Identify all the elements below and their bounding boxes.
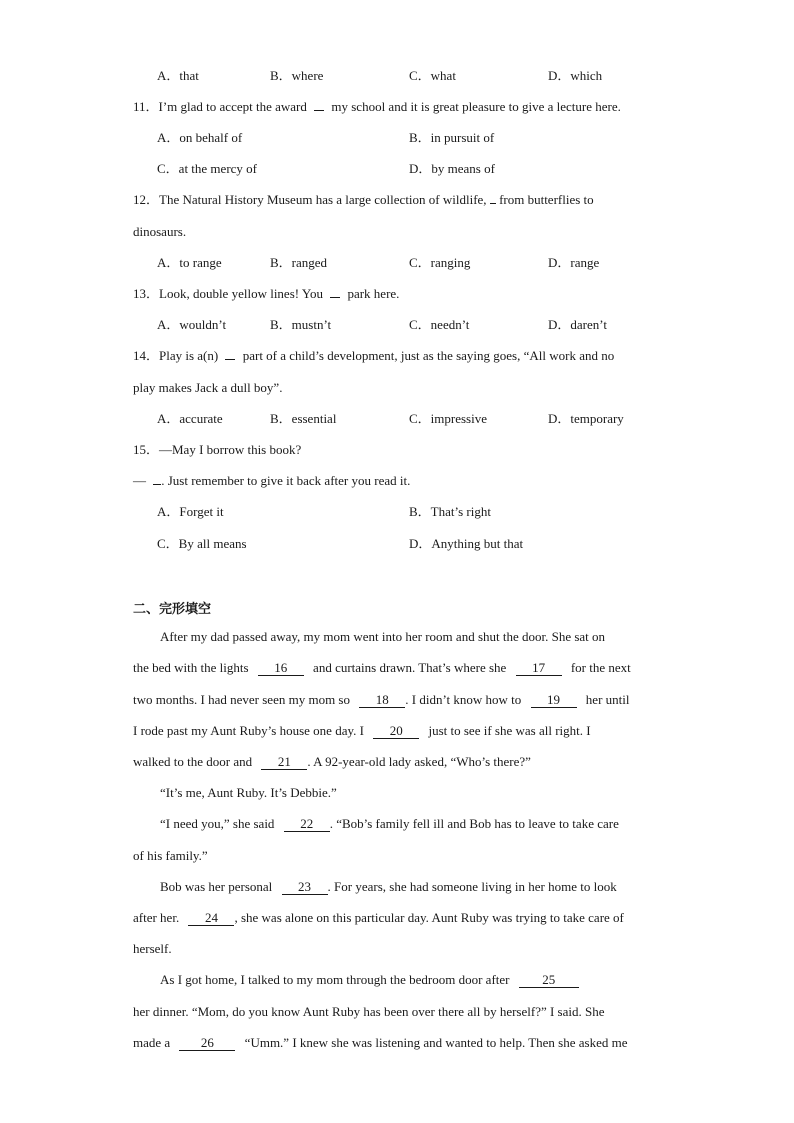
q15-option-c[interactable]: C．By all means (157, 536, 247, 551)
q15-text-b: — (133, 473, 146, 488)
q12-text-b: from butterflies to (499, 192, 594, 207)
p1-text: her until (585, 692, 630, 707)
q12-option-d[interactable]: D．range (548, 255, 600, 270)
blank-16[interactable]: 16 (258, 661, 304, 676)
p1-text: for the next (570, 660, 631, 675)
q14-option-c[interactable]: C．impressive (409, 411, 487, 426)
p5-line-3 (133, 1035, 627, 1051)
q14-text-b: part of a child’s development, just as the saying goes, “All work and no (242, 348, 615, 363)
blank-20[interactable]: 20 (373, 724, 419, 739)
blank-23[interactable]: 23 (282, 880, 328, 895)
p1-text: two months. I had never seen my mom so (133, 692, 350, 707)
blank-18[interactable]: 18 (359, 693, 405, 708)
p5-line-1 (160, 972, 579, 988)
p5-line-2: her dinner. “Mom, do you know Aunt Ruby has been over there all by herself?” I said. She (133, 1004, 605, 1019)
p4-text: . For years, she had someone living in her home to look (327, 879, 617, 894)
p1-text: the bed with the lights (133, 660, 249, 675)
q14-blank[interactable] (225, 359, 235, 360)
q14-stem (133, 348, 614, 364)
blank-19[interactable]: 19 (531, 693, 577, 708)
q12-option-a[interactable]: A．to range (157, 255, 222, 270)
q15-text-c: . Just remember to give it back after you read it. (161, 473, 411, 488)
blank-25[interactable]: 25 (519, 973, 579, 988)
p4-text: , she was alone on this particular day. Aunt Ruby was trying to take care of (234, 910, 624, 925)
q12-option-b[interactable]: B．ranged (270, 255, 328, 270)
p1-line-2 (133, 660, 631, 676)
q11-option-d[interactable]: D．by means of (409, 161, 495, 176)
q13-option-a[interactable]: A．wouldn’t (157, 317, 227, 332)
p1-text: walked to the door and (133, 754, 253, 769)
q11-text-a: 11．I’m glad to accept the award (133, 99, 307, 114)
q14-text-a: 14．Play is a(n) (133, 348, 219, 363)
p1-line-3 (133, 692, 629, 708)
blank-26[interactable]: 26 (179, 1036, 235, 1051)
blank-22[interactable]: 22 (284, 817, 330, 832)
q13-blank[interactable] (330, 297, 340, 298)
blank-24[interactable]: 24 (188, 911, 234, 926)
p1-line-1: After my dad passed away, my mom went into her room and shut the door. She sat on (160, 629, 606, 644)
p1-text: I rode past my Aunt Ruby’s house one day. I (133, 723, 364, 738)
q12-text-c: dinosaurs. (133, 224, 187, 239)
p1-text: just to see if she was all right. I (428, 723, 591, 738)
q12-stem (133, 192, 594, 208)
q10-option-a[interactable]: A．that (157, 68, 199, 83)
section-title: 二、完形填空 (133, 602, 212, 617)
q13-text-a: 13．Look, double yellow lines! You (133, 286, 323, 301)
q15-text-a: 15．—May I borrow this book? (133, 442, 302, 457)
p4-line-3: herself. (133, 941, 172, 956)
q14-text-c: play makes Jack a dull boy”. (133, 380, 283, 395)
p4-text: Bob was her personal (160, 879, 273, 894)
p1-line-5 (133, 754, 531, 770)
p1-text: . I didn’t know how to (405, 692, 522, 707)
q15-option-d[interactable]: D．Anything but that (409, 536, 524, 551)
q11-text-b: my school and it is great pleasure to give a lecture here. (331, 99, 621, 114)
q10-option-c[interactable]: C．what (409, 68, 456, 83)
p3-line-1 (160, 816, 619, 832)
q13-option-d[interactable]: D．daren’t (548, 317, 607, 332)
q11-option-b[interactable]: B．in pursuit of (409, 130, 495, 145)
p3-line-2: of his family.” (133, 848, 208, 863)
q13-option-b[interactable]: B．mustn’t (270, 317, 332, 332)
q15-option-a[interactable]: A．Forget it (157, 504, 224, 519)
p2-line: “It’s me, Aunt Ruby. It’s Debbie.” (160, 785, 337, 800)
q11-option-a[interactable]: A．on behalf of (157, 130, 243, 145)
p4-text: after her. (133, 910, 180, 925)
q11-option-c[interactable]: C．at the mercy of (157, 161, 257, 176)
q14-option-d[interactable]: D．temporary (548, 411, 624, 426)
q11-stem (133, 99, 621, 115)
q12-blank[interactable] (490, 203, 496, 204)
p3-text: “I need you,” she said (160, 816, 275, 831)
q13-option-c[interactable]: C．needn’t (409, 317, 470, 332)
q15-reply (133, 473, 410, 489)
p5-text: “Umm.” I knew she was listening and wanted to help. Then she asked me (244, 1035, 628, 1050)
p5-text: As I got home, I talked to my mom through the bedroom door after (160, 972, 510, 987)
p5-text: made a (133, 1035, 171, 1050)
p1-text: . A 92-year-old lady asked, “Who’s there?” (307, 754, 531, 769)
p1-text: and curtains drawn. That’s where she (313, 660, 507, 675)
q13-stem (133, 286, 399, 302)
p4-line-1 (160, 879, 617, 895)
q10-option-b[interactable]: B．where (270, 68, 324, 83)
p3-text: . “Bob’s family fell ill and Bob has to leave to take care (329, 816, 619, 831)
blank-17[interactable]: 17 (516, 661, 562, 676)
q14-option-b[interactable]: B．essential (270, 411, 337, 426)
q15-option-b[interactable]: B．That’s right (409, 504, 491, 519)
q11-blank[interactable] (314, 110, 324, 111)
q12-text-a: 12．The Natural History Museum has a large collection of wildlife, (133, 192, 487, 207)
p4-line-2 (133, 910, 624, 926)
blank-21[interactable]: 21 (261, 755, 307, 770)
q13-text-b: park here. (347, 286, 400, 301)
q10-option-d[interactable]: D．which (548, 68, 603, 83)
q12-option-c[interactable]: C．ranging (409, 255, 471, 270)
p1-line-4 (133, 723, 591, 739)
q14-option-a[interactable]: A．accurate (157, 411, 223, 426)
